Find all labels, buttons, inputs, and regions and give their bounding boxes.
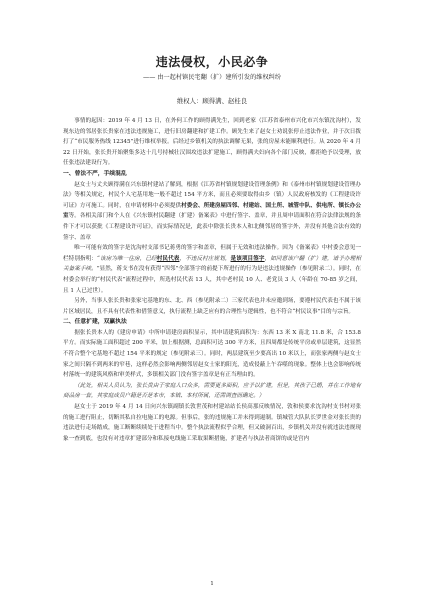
page-number: 1 [210,581,214,587]
quote-text: ，如同意该户翻（扩）建，请予办理相关备案手续。 [63,255,361,273]
section-heading-2: 二、任意扩建，双赢执法 [63,319,127,326]
quote-text: ，不违反村庄规划， [179,255,231,262]
underlined-text: 村民代表 [156,255,180,262]
document-body [63,116,361,444]
paragraph-text: 赵女士与丈夫顾得满在兴东镇村建站了解到，根据《江苏省村镇规划建设管理条例》和《泰州市村镇规划建设管理办法》等相关规定，村民个人宅基用地一般不超过 154 平方米，而且必须要取得由乡（镇）人民政府核发的《工程建设许可证》方可施工。同时，在申请材料中必须提供 [63,181,361,209]
authors-line: 维权人：顾得满、赵桂良 [176,97,248,105]
paragraph-enforcement: 赵女士于 2019 年 4 月 14 日向兴东镇副镇长敦世茂和村建站站长侯高那反映情况，敦和侯要求沈沟村支书村对张的施工进行阻止，切断其私自拉电施工的电源。但事后，张的违规施工并未得到遏制。镇城管大队队长罗世金对张长贵的违法进行走场踏成，施工断断续续处于进程当中。整个执法流程似乎合理，但又破洞百出，乡镇机关并没有就违法违规现象一查到底，也没有对违章扩建部分和私接电线施工采取果断措施，扩建者与执法者商饼的或是宫内 [63,404,361,442]
paragraph-note: （此处，相关人员认为，张长贵由于家庭人口众多，需要更多面积，应予以扩建，但是，其孩子已婚，并在工作地有商品房一套，其家庭成员户籍是否是本市，本镇、本村所属，还需调查而确定。） [63,382,361,400]
document-title: 违法侵权，小民必争 [155,55,269,69]
document-subtitle: —— 由一起村镇民宅翻（扩）建所引发的维权纠纷 [142,74,282,81]
paragraph-text: ”显然，蒋支书在没有获得“四邻”全部签字的前提下所进行的行为是违法违规操作（参见附录二）。同时，在村委会举行的“村民代表”流程过程中，所选村民代表 13 人，其中老村民 10 人、老党员 3 人（年龄在 70-85 岁之间，且 1 人已过世）。 [63,266,361,294]
underlined-text: 是该项目签字 [230,255,265,262]
emphasis-text: 村委会、所建房屋四邻、村建站、国土所、城管中队、供电所、镇长办公室 [63,202,361,220]
paragraph-text: 等。各相关部门和个人在《兴东镇村民翻建（扩建）备案表》中进行签字、盖章，并且周申请面积在符合法律法规的条件下才可以获批《工程建设许可证》，而实际情况是，此表中除张长贵本人和北侧邻居的签字外，并没有其他合法有效的签字、盖章 [63,213,361,241]
paragraph-origin: 事情的起因：2019 年 4 月 13 日，在外何工作的顾得满先生，回到老家（江苏省泰州市兴化市兴东镇沈沟村），发现东边的邻居张长贵家在违法违规施工，进行旧房翻建和扩建工作。顾先生来了赵女士劝说张停止违法作业，并于次日拨打了“市民服务热线 12345”进行维权举报。后经过乡镇机关的执法调解无果，张的房屋未能顺利进行。从 2020 年 4 月 22 日开始，张长贵开始聚集多达十几号持械壮汉围攻违法扩建施工，顾得满夫妇向各个部门反映，都拒绝予以受理，放任张违法建设行为。 [63,118,361,167]
paragraph-regulations [63,180,361,244]
paragraph-neighbors: 另外，当事人张长贵和张家宅基地的东、北、西（参见附录二）三家代表也并未应邀到场，要遵村民代表也不属于该片区域居民，且不具有代表性和借签意义，执行流程上缺乏应有的合理性与逻辑性，也不符合“村民议事”目的与宗旨。 [63,298,361,315]
quote-text: “该房为唯一住房，已经 [97,255,157,262]
paragraph-text: 唯一可能有效的签字是沈沟村支部书记蒋勇的签字和盖章，但属于无效和违法操作。因为《备案表》中村委会意见一栏特别指明： [63,245,361,262]
section-heading-1: 一、曾法不严，手续混乱 [63,170,127,177]
paragraph-area: 据张长贵本人的《建房申请》中所申请建房面积显示，其申请建筑面积为：东西 13 米 X 南北 11.8 米，合 153.8 平方。而实际施工面积超过 200 平米，加上根据测，总面积可达 300 平方米，且四周都是传统平房或单层建筑，这显然不符合整个宅基地不超过 154 平米的规定（参见附录三）。同时，两层建筑至少要高出 10 米以上，而张家两侧与赵女士家之间只隔不到两米的窄巷，这样必然会影响两侧邻居赵女士家的阳光，造成侵蔽上午吞噬的现象。整体上也会影响传统村落统一的建筑风格和审美样式，多镇相关部门没有签字盖章是有正当理由的。 [63,329,361,379]
paragraph-signature [63,243,361,296]
